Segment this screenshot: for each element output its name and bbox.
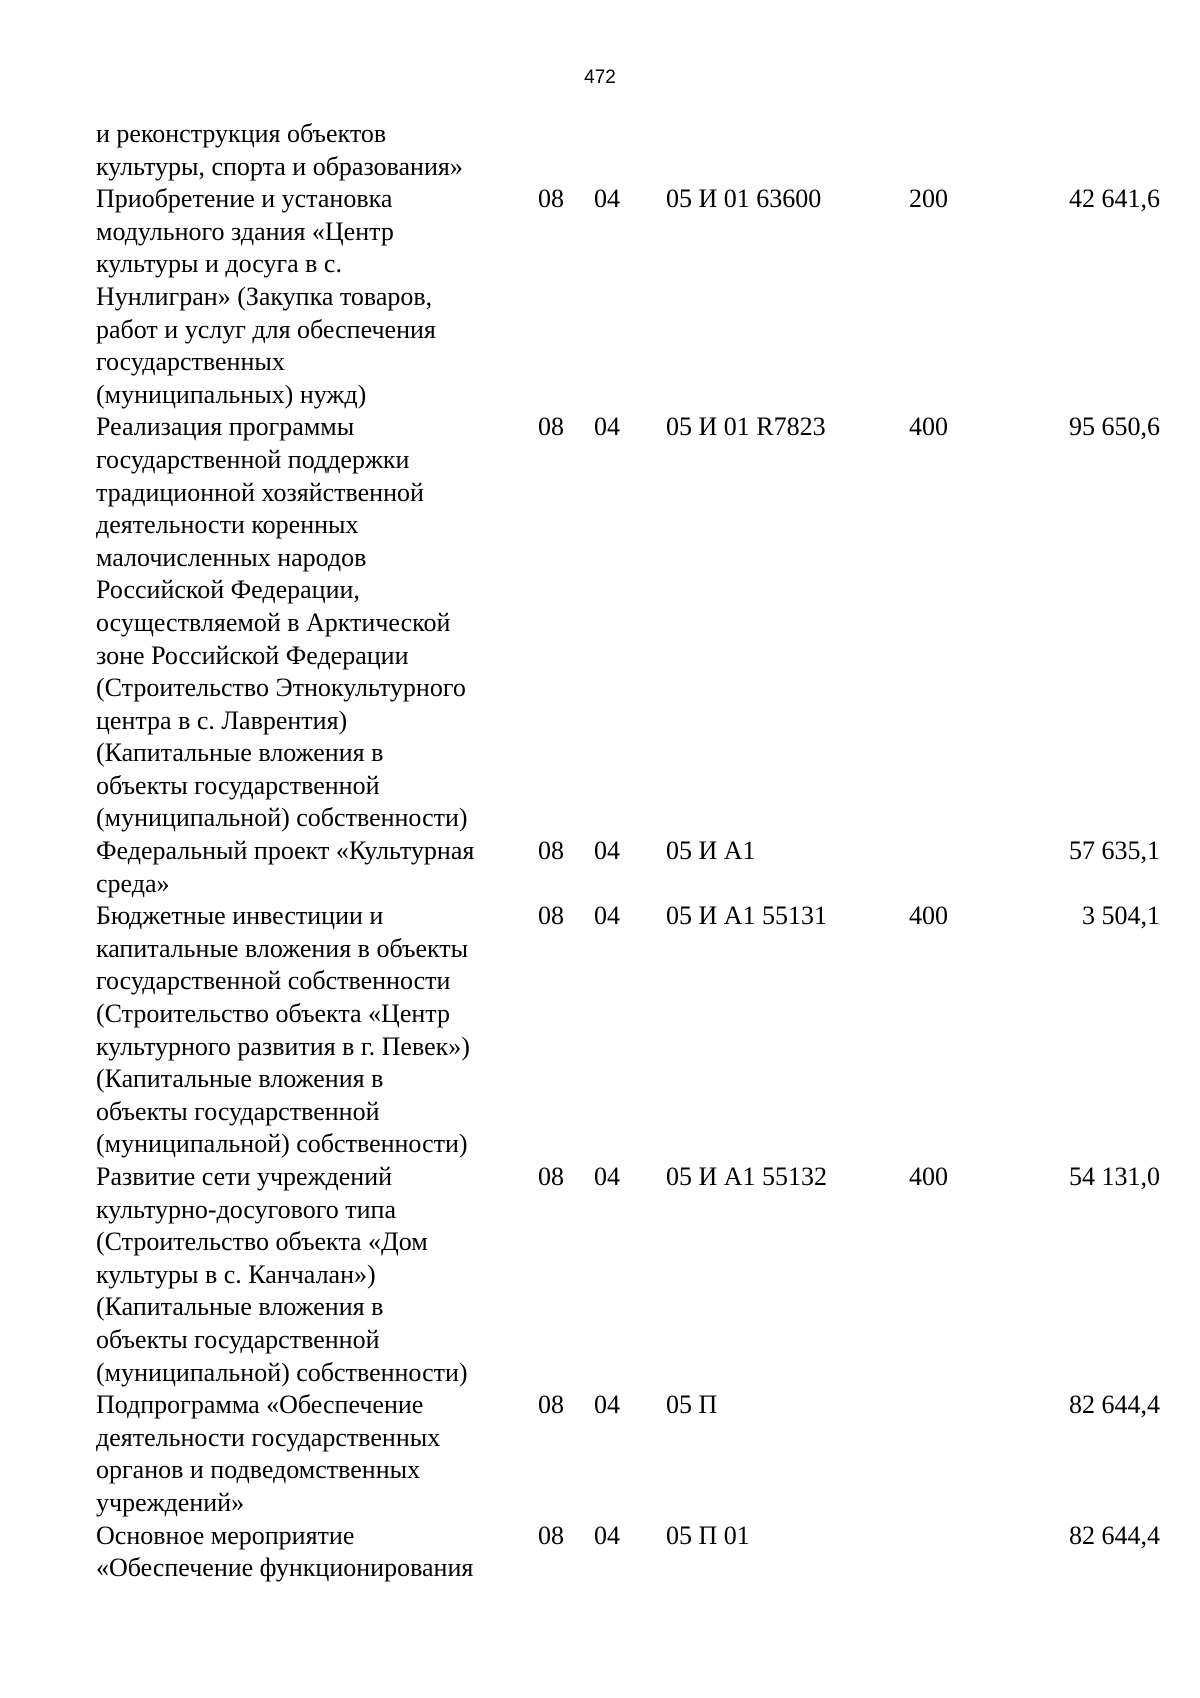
subsection-code: 04 bbox=[594, 1390, 620, 1420]
expense-name-line: Основное мероприятие bbox=[96, 1520, 355, 1550]
expense-name bbox=[96, 900, 538, 1161]
expense-type-code: 200 bbox=[909, 184, 948, 214]
expense-name-line: (Капитальные вложения в bbox=[96, 1064, 384, 1094]
expense-name-line: центра в с. Лаврентия) bbox=[96, 705, 348, 735]
table-row bbox=[96, 835, 1160, 900]
expense-name-line: Приобретение и установка bbox=[96, 184, 393, 214]
section-code: 08 bbox=[538, 184, 564, 214]
expense-name-line: (Строительство объекта «Дом bbox=[96, 1227, 428, 1257]
amount: 57 635,1 bbox=[1069, 836, 1160, 866]
expense-type-code: 400 bbox=[909, 1162, 948, 1191]
section-code: 08 bbox=[538, 1390, 564, 1420]
page-number: 472 bbox=[584, 67, 616, 88]
subsection-code: 04 bbox=[594, 836, 620, 866]
expense-name-line: (Строительство объекта «Центр bbox=[96, 999, 450, 1029]
expense-name-line: осуществляемой в Арктической bbox=[96, 607, 451, 637]
expense-name bbox=[96, 183, 538, 411]
table-row bbox=[96, 411, 1160, 835]
target-article-code: 05 И 01 R7823 bbox=[666, 412, 826, 442]
expense-name-line: «Обеспечение функционирования bbox=[96, 1553, 474, 1583]
target-article-code: 05 П 01 bbox=[666, 1520, 750, 1550]
amount bbox=[1029, 118, 1160, 183]
expense-name-line: малочисленных народов bbox=[96, 542, 367, 572]
expense-name-line: (муниципальной) собственности) bbox=[96, 1357, 468, 1387]
expense-name-line: Бюджетные инвестиции и bbox=[96, 901, 384, 931]
target-article-code: 05 И 01 63600 bbox=[666, 184, 822, 214]
expense-name-line: деятельности государственных bbox=[96, 1422, 441, 1452]
expense-name bbox=[96, 411, 538, 835]
expense-type-code bbox=[909, 118, 1029, 183]
expense-name bbox=[96, 835, 538, 900]
expense-name bbox=[96, 1389, 538, 1519]
expense-type-code bbox=[909, 1520, 1029, 1585]
expense-name-line: деятельности коренных bbox=[96, 510, 359, 540]
expense-name-line: государственной поддержки bbox=[96, 444, 410, 474]
expense-name-line: государственной собственности bbox=[96, 966, 451, 996]
subsection-code: 04 bbox=[594, 1162, 620, 1191]
expense-name-line: объекты государственной bbox=[96, 1324, 380, 1354]
expense-name-line: Российской Федерации, bbox=[96, 575, 360, 605]
expense-name-line: и реконструкция объектов bbox=[96, 119, 387, 148]
expense-name-line: (муниципальной) собственности) bbox=[96, 1129, 468, 1159]
expense-type-code bbox=[909, 835, 1029, 900]
expense-type-code: 400 bbox=[909, 412, 948, 442]
expense-name-line: (Капитальные вложения в bbox=[96, 738, 384, 768]
expense-name-line: культурного развития в г. Певек») bbox=[96, 1031, 470, 1061]
expense-name-line: учреждений» bbox=[96, 1487, 245, 1517]
amount: 3 504,1 bbox=[1082, 901, 1160, 931]
expense-type-code bbox=[909, 1389, 1029, 1519]
target-article-code: 05 И А1 bbox=[666, 836, 756, 866]
expense-name-line: (муниципальных) нужд) bbox=[96, 379, 367, 409]
amount: 54 131,0 bbox=[1069, 1162, 1160, 1191]
table-row bbox=[96, 118, 1160, 183]
budget-table bbox=[96, 118, 1160, 1585]
expense-name-line: культуры в с. Канчалан») bbox=[96, 1259, 376, 1289]
expense-name-line: среда» bbox=[96, 868, 170, 898]
expense-name bbox=[96, 118, 538, 183]
expense-name-line: культурно-досугового типа bbox=[96, 1194, 396, 1224]
expense-name-line: объекты государственной bbox=[96, 770, 380, 800]
expense-name-line: (муниципальной) собственности) bbox=[96, 803, 468, 833]
target-article-code: 05 И А1 55132 bbox=[666, 1162, 828, 1191]
expense-name-line: объекты государственной bbox=[96, 1096, 380, 1126]
section-code: 08 bbox=[538, 901, 564, 931]
expense-name-line: традиционной хозяйственной bbox=[96, 477, 424, 507]
table-row bbox=[96, 1389, 1160, 1519]
subsection-code: 04 bbox=[594, 184, 620, 214]
amount: 42 641,6 bbox=[1069, 184, 1160, 214]
section-code bbox=[538, 118, 594, 183]
section-code: 08 bbox=[538, 1520, 564, 1550]
expense-name-line: государственных bbox=[96, 347, 285, 377]
expense-name-line: капитальные вложения в объекты bbox=[96, 933, 469, 963]
expense-type-code: 400 bbox=[909, 901, 948, 931]
target-article-code: 05 П bbox=[666, 1390, 718, 1420]
expense-name-line: (Капитальные вложения в bbox=[96, 1292, 384, 1322]
section-code: 08 bbox=[538, 836, 564, 866]
table-row bbox=[96, 1520, 1160, 1585]
expense-name-line: Федеральный проект «Культурная bbox=[96, 836, 475, 866]
subsection-code: 04 bbox=[594, 1520, 620, 1550]
expense-name-line: зоне Российской Федерации bbox=[96, 640, 409, 670]
subsection-code: 04 bbox=[594, 412, 620, 442]
subsection-code bbox=[594, 118, 666, 183]
expense-name-line: Нунлигран» (Закупка товаров, bbox=[96, 281, 433, 311]
table-body bbox=[96, 118, 1160, 1585]
expense-name-line: (Строительство Этнокультурного bbox=[96, 673, 466, 703]
expense-name-line: работ и услуг для обеспечения bbox=[96, 314, 436, 344]
subsection-code: 04 bbox=[594, 901, 620, 931]
expense-name bbox=[96, 1520, 538, 1585]
table-row bbox=[96, 900, 1160, 1161]
expense-name-line: Подпрограмма «Обеспечение bbox=[96, 1390, 424, 1420]
table-row bbox=[96, 1161, 1160, 1389]
expense-name-line: культуры, спорта и образования» bbox=[96, 151, 463, 181]
table-row bbox=[96, 183, 1160, 411]
target-article-code bbox=[666, 118, 909, 183]
amount: 82 644,4 bbox=[1069, 1520, 1160, 1550]
expense-name-line: Развитие сети учреждений bbox=[96, 1162, 393, 1191]
section-code: 08 bbox=[538, 412, 564, 442]
section-code: 08 bbox=[538, 1162, 564, 1191]
amount: 95 650,6 bbox=[1069, 412, 1160, 442]
target-article-code: 05 И А1 55131 bbox=[666, 901, 828, 931]
expense-name-line: органов и подведомственных bbox=[96, 1455, 421, 1485]
expense-name bbox=[96, 1161, 538, 1389]
expense-name-line: Реализация программы bbox=[96, 412, 355, 442]
amount: 82 644,4 bbox=[1069, 1390, 1160, 1420]
expense-name-line: культуры и досуга в с. bbox=[96, 249, 342, 279]
expense-name-line: модульного здания «Центр bbox=[96, 216, 394, 246]
